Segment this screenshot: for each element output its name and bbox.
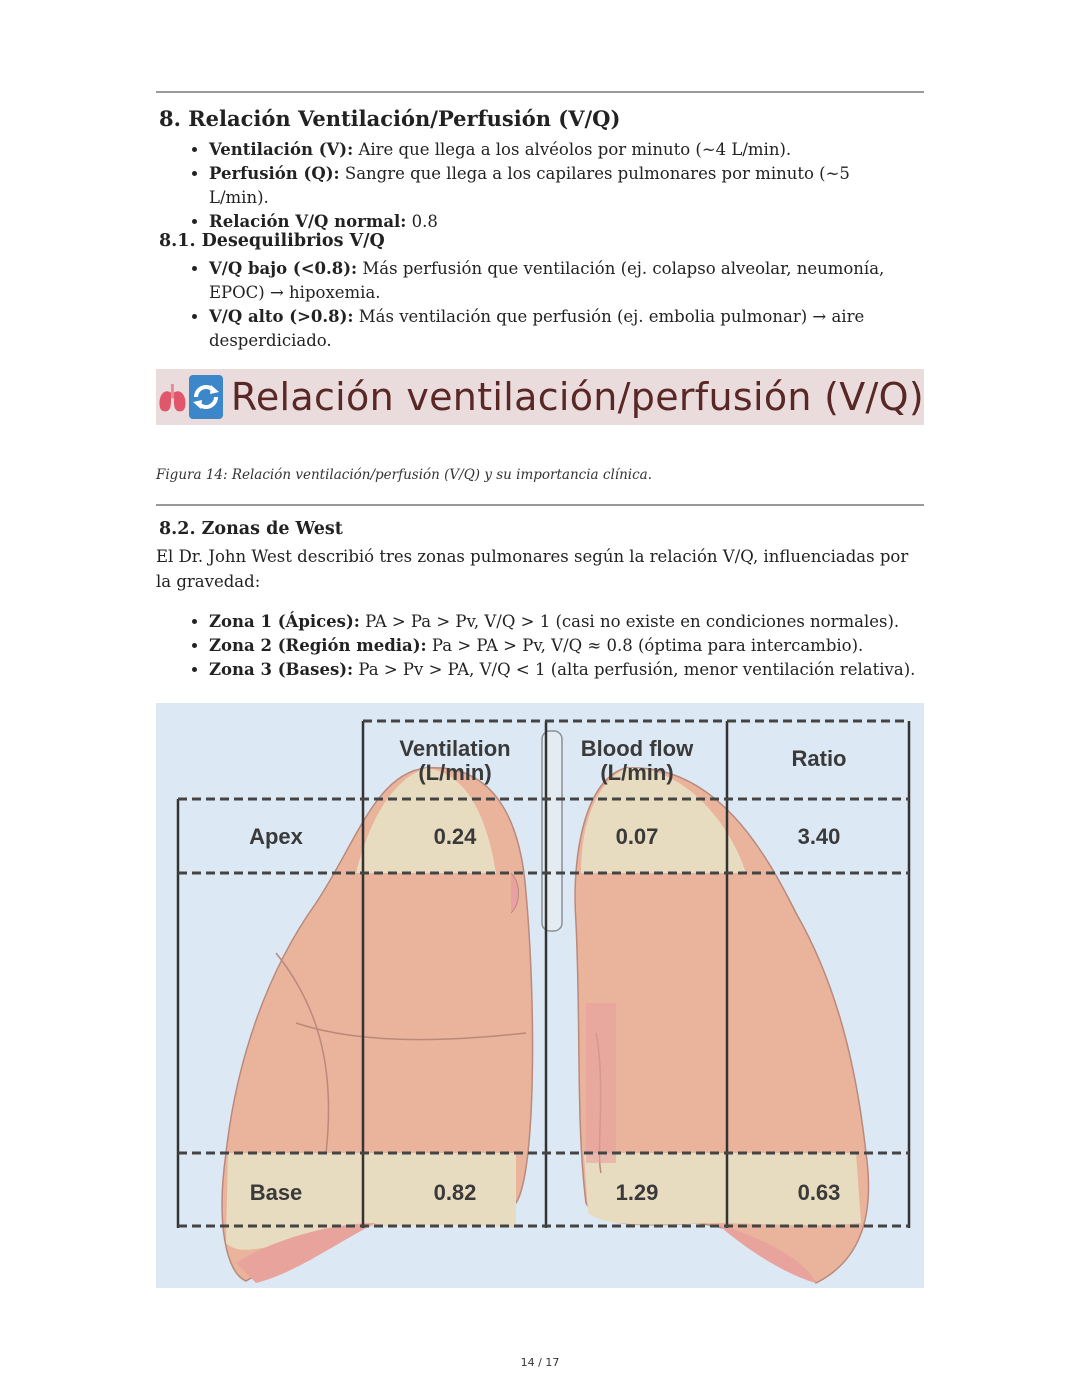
list-item: • Zona 3 (Bases): Pa > Pv > PA, V/Q < 1 (alta perfusión, menor ventilación relativa). — [209, 658, 929, 682]
cycle-arrows-icon — [189, 375, 223, 419]
section-8-2-intro: El Dr. John West describió tres zonas pulmonares según la relación V/Q, influenciadas por la gravedad: — [156, 547, 909, 591]
section-divider — [156, 504, 924, 506]
header-blood-flow: Blood flow (L/min) — [580, 736, 694, 785]
section-8-heading: 8. Relación Ventilación/Perfusión (V/Q) — [159, 106, 621, 131]
list-item: • Zona 2 (Región media): Pa > PA > Pv, V/Q ≈ 0.8 (óptima para intercambio). — [209, 634, 929, 658]
row-base-ventilation: 0.82 — [433, 1180, 477, 1205]
section-8-2-heading: 8.2. Zonas de West — [159, 519, 343, 539]
section-8-list — [185, 138, 909, 234]
row-base-label: Base — [249, 1180, 303, 1205]
row-apex-ratio: 3.40 — [797, 824, 841, 849]
figure-caption: Figura 14: Relación ventilación/perfusión (V/Q) y su importancia clínica. — [156, 467, 653, 483]
top-divider — [156, 91, 924, 93]
banner-title: Relación ventilación/perfusión (V/Q) — [230, 375, 924, 419]
list-item: • V/Q alto (>0.8): Más ventilación que perfusión (ej. embolia pulmonar) → aire desperdiciado. — [209, 305, 899, 353]
section-8-1-list — [185, 257, 899, 353]
header-ratio: Ratio — [791, 746, 847, 771]
vq-banner-image — [156, 369, 924, 425]
section-8-1-heading: 8.1. Desequilibrios V/Q — [159, 231, 385, 251]
header-ventilation: Ventilation (L/min) — [399, 736, 511, 785]
list-item: • Ventilación (V): Aire que llega a los alvéolos por minuto (~4 L/min). — [209, 138, 909, 162]
list-item: • V/Q bajo (<0.8): Más perfusión que ventilación (ej. colapso alveolar, neumonía, EPOC) → hipoxemia. — [209, 257, 899, 305]
row-apex-blood-flow: 0.07 — [615, 824, 659, 849]
list-item: • Perfusión (Q): Sangre que llega a los capilares pulmonares por minuto (~5 L/min). — [209, 162, 909, 210]
row-base-blood-flow: 1.29 — [615, 1180, 659, 1205]
page-number: 14 / 17 — [520, 1356, 560, 1369]
row-base-ratio: 0.63 — [797, 1180, 841, 1205]
section-8-2-list — [185, 610, 929, 682]
lungs-icon — [158, 375, 187, 419]
west-zones-lung-figure — [156, 703, 924, 1288]
row-apex-ventilation: 0.24 — [433, 824, 477, 849]
list-item: • Zona 1 (Ápices): PA > Pa > Pv, V/Q > 1 (casi no existe en condiciones normales). — [209, 610, 929, 634]
list-item: • Relación V/Q normal: 0.8 — [209, 210, 909, 234]
row-apex-label: Apex — [249, 824, 303, 849]
